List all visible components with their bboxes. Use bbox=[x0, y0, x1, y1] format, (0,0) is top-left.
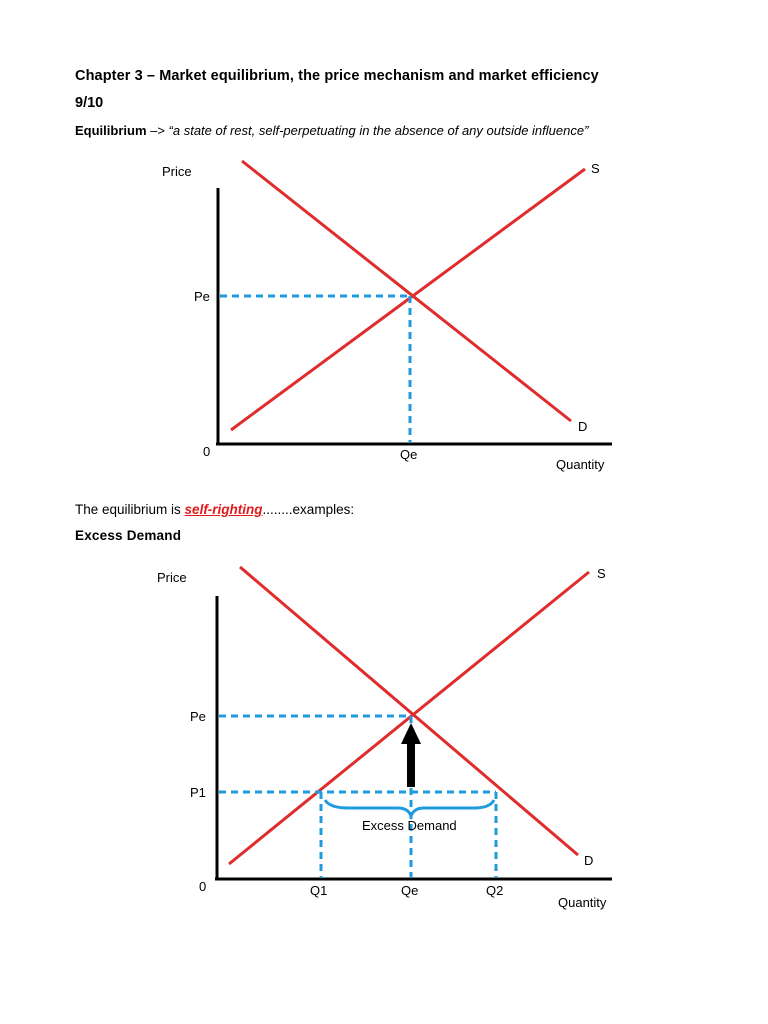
y-axis-label: Price bbox=[162, 164, 192, 179]
pe-tick-label: Pe bbox=[190, 709, 206, 724]
excess-demand-label: Excess Demand bbox=[362, 818, 457, 833]
page-title: Chapter 3 – Market equilibrium, the price mechanism and market efficiency bbox=[75, 68, 599, 84]
origin-label: 0 bbox=[199, 879, 207, 894]
x-axis-label: Quantity bbox=[558, 895, 607, 910]
intro-rest: ........examples: bbox=[262, 502, 355, 517]
q2-tick-label: Q2 bbox=[486, 883, 504, 898]
qe-tick-label: Qe bbox=[400, 447, 418, 462]
q1-tick-label: Q1 bbox=[310, 883, 328, 898]
demand-label: D bbox=[584, 853, 594, 868]
qe-tick-label: Qe bbox=[401, 883, 419, 898]
pe-tick-label: Pe bbox=[194, 289, 210, 304]
intro-text: The equilibrium is bbox=[75, 502, 185, 517]
p1-tick-label: P1 bbox=[190, 785, 206, 800]
definition-term: Equilibrium bbox=[75, 123, 147, 138]
supply-label: S bbox=[591, 161, 600, 176]
self-righting-text: self-righting bbox=[184, 502, 263, 517]
supply-label: S bbox=[597, 566, 606, 581]
definition-quote: “a state of rest, self-perpetuating in the absence of any outside influence” bbox=[168, 123, 589, 138]
date-line: 9/10 bbox=[75, 95, 104, 111]
demand-label: D bbox=[578, 419, 588, 434]
origin-label: 0 bbox=[203, 444, 211, 459]
x-axis-label: Quantity bbox=[556, 457, 605, 472]
y-axis-label: Price bbox=[157, 570, 187, 585]
definition-arrow: –> bbox=[146, 123, 169, 138]
upward-arrow-head bbox=[401, 723, 421, 744]
section-heading: Excess Demand bbox=[75, 528, 182, 543]
